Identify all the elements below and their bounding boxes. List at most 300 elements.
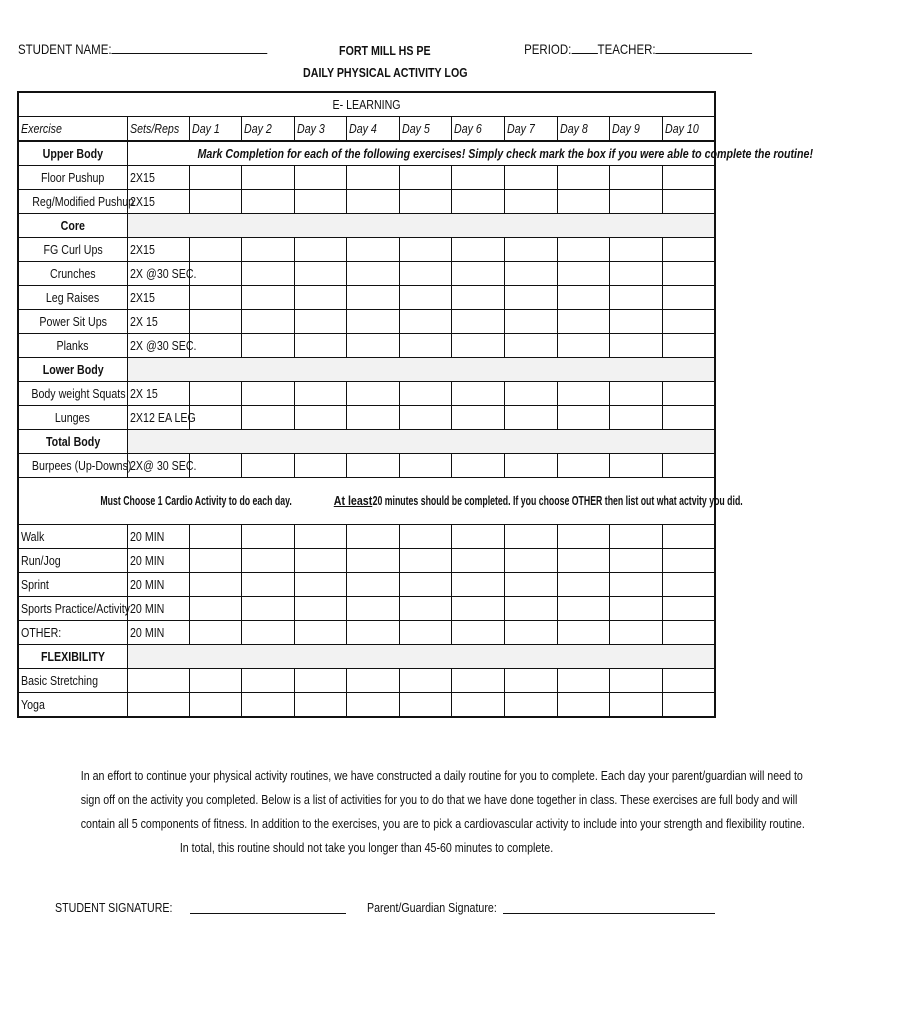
day-checkbox-cell[interactable] <box>189 454 242 478</box>
activity-log-table <box>17 91 813 718</box>
section-label: Upper Body <box>42 145 103 161</box>
day-checkbox-cell[interactable] <box>505 406 558 430</box>
cardio-note-part: Must Choose 1 Cardio Activity to do each day. <box>100 493 292 508</box>
day-checkbox-cell[interactable] <box>347 573 400 597</box>
section-note-cell <box>127 645 715 669</box>
section-row-total_body <box>18 430 715 454</box>
day-checkbox-cell[interactable] <box>294 382 347 406</box>
day-checkbox-cell[interactable] <box>347 549 400 573</box>
day-checkbox-cell[interactable] <box>610 190 663 214</box>
day-checkbox-cell[interactable] <box>294 669 347 693</box>
section-label-cell <box>18 358 127 382</box>
day-checkbox-cell[interactable] <box>662 286 715 310</box>
day-checkbox-cell[interactable] <box>347 262 400 286</box>
column-header <box>505 117 558 142</box>
day-checkbox-cell[interactable] <box>452 693 505 718</box>
day-checkbox-cell[interactable] <box>610 454 663 478</box>
exercise-name: Walk <box>21 528 45 544</box>
day-checkbox-cell[interactable] <box>505 334 558 358</box>
exercise-cell <box>18 597 131 621</box>
instructions-line: In an effort to continue your physical activity routines, we have constructed a daily routine for you to complete. Each day your parent/guardian will need to <box>80 768 803 783</box>
column-header <box>189 117 242 142</box>
day-checkbox-cell[interactable] <box>557 406 610 430</box>
day-checkbox-cell[interactable] <box>399 525 452 549</box>
day-checkbox-cell[interactable] <box>242 382 295 406</box>
day-checkbox-cell[interactable] <box>505 525 558 549</box>
column-header <box>294 117 347 142</box>
day-checkbox-cell[interactable] <box>452 310 505 334</box>
day-checkbox-cell[interactable] <box>662 166 715 190</box>
day-checkbox-cell[interactable] <box>610 597 663 621</box>
day-checkbox-cell[interactable] <box>399 262 452 286</box>
section-label: Lower Body <box>42 361 104 377</box>
day-checkbox-cell[interactable] <box>347 382 400 406</box>
day-checkbox-cell[interactable] <box>505 262 558 286</box>
exercise-cell <box>18 669 127 693</box>
exercise-cell <box>18 573 127 597</box>
table-row <box>18 190 715 214</box>
day-checkbox-cell[interactable] <box>399 310 452 334</box>
sets-reps: 2X15 <box>129 193 155 209</box>
table-row <box>18 525 715 549</box>
table-row <box>18 621 715 645</box>
day-checkbox-cell[interactable] <box>242 406 295 430</box>
section-label-cell <box>18 430 127 454</box>
exercise-cell <box>18 525 127 549</box>
day-checkbox-cell[interactable] <box>242 334 295 358</box>
day-checkbox-cell[interactable] <box>294 334 347 358</box>
day-checkbox-cell[interactable] <box>557 693 610 718</box>
day-checkbox-cell[interactable] <box>294 310 347 334</box>
teacher-label: TEACHER: <box>597 41 656 57</box>
day-checkbox-cell[interactable] <box>610 310 663 334</box>
day-checkbox-cell[interactable] <box>347 621 400 645</box>
day-checkbox-cell[interactable] <box>557 454 610 478</box>
day-checkbox-cell[interactable] <box>505 693 558 718</box>
day-checkbox-cell[interactable] <box>189 573 242 597</box>
day-checkbox-cell[interactable] <box>189 525 242 549</box>
day-checkbox-cell[interactable] <box>662 310 715 334</box>
day-checkbox-cell[interactable] <box>662 549 715 573</box>
day-checkbox-cell[interactable] <box>242 525 295 549</box>
table-row <box>18 382 715 406</box>
exercise-name: Run/Jog <box>21 552 61 568</box>
day-checkbox-cell[interactable] <box>452 286 505 310</box>
sets-reps: 2X15 <box>129 289 155 305</box>
day-checkbox-cell[interactable] <box>505 166 558 190</box>
day-checkbox-cell[interactable] <box>662 525 715 549</box>
parent-signature-line[interactable] <box>503 913 715 914</box>
day-checkbox-cell[interactable] <box>662 382 715 406</box>
day-checkbox-cell[interactable] <box>189 549 242 573</box>
exercise-cell <box>18 693 127 718</box>
day-checkbox-cell[interactable] <box>294 286 347 310</box>
section-row-lower_body <box>18 358 715 382</box>
day-checkbox-cell[interactable] <box>294 406 347 430</box>
day-checkbox-cell[interactable] <box>557 621 610 645</box>
day-checkbox-cell[interactable] <box>505 286 558 310</box>
sets-reps: 20 MIN <box>129 528 164 544</box>
day-checkbox-cell[interactable] <box>662 621 715 645</box>
day-checkbox-cell[interactable] <box>610 334 663 358</box>
day-checkbox-cell[interactable] <box>399 286 452 310</box>
sets-reps-cell <box>127 669 189 693</box>
sets-reps-cell <box>127 549 189 573</box>
column-header-label: Exercise <box>21 120 62 136</box>
column-header-label: Day 2 <box>244 120 272 136</box>
cardio-note-row <box>18 478 715 525</box>
day-checkbox-cell[interactable] <box>452 166 505 190</box>
section-note: Mark Completion for each of the following exercises! Simply check mark the box if you were able to complete the routine! <box>197 145 813 161</box>
day-checkbox-cell[interactable] <box>452 406 505 430</box>
exercise-name: FG Curl Ups <box>43 241 103 257</box>
table-row <box>18 166 715 190</box>
column-header-row <box>18 117 715 142</box>
day-checkbox-cell[interactable] <box>662 669 715 693</box>
instructions-paragraph <box>18 764 805 860</box>
day-checkbox-cell[interactable] <box>294 693 347 718</box>
day-checkbox-cell[interactable] <box>610 669 663 693</box>
cardio-note-cell <box>18 478 743 525</box>
sets-reps: 20 MIN <box>129 576 164 592</box>
day-checkbox-cell[interactable] <box>452 597 505 621</box>
day-checkbox-cell[interactable] <box>189 621 242 645</box>
day-checkbox-cell[interactable] <box>242 597 295 621</box>
day-checkbox-cell[interactable] <box>610 238 663 262</box>
day-checkbox-cell[interactable] <box>294 549 347 573</box>
day-checkbox-cell[interactable] <box>557 334 610 358</box>
section-label: Total Body <box>45 433 100 449</box>
day-checkbox-cell[interactable] <box>662 693 715 718</box>
table-row <box>18 597 715 621</box>
table-title: E- LEARNING <box>332 96 401 112</box>
day-checkbox-cell[interactable] <box>242 573 295 597</box>
day-checkbox-cell[interactable] <box>399 549 452 573</box>
sets-reps: 2X15 <box>129 241 155 257</box>
table-row <box>18 549 715 573</box>
column-header <box>18 117 127 142</box>
day-checkbox-cell[interactable] <box>662 573 715 597</box>
day-checkbox-cell[interactable] <box>294 166 347 190</box>
day-checkbox-cell[interactable] <box>557 597 610 621</box>
day-checkbox-cell[interactable] <box>189 190 242 214</box>
column-header <box>127 117 189 142</box>
day-checkbox-cell[interactable] <box>662 262 715 286</box>
column-header-label: Day 10 <box>664 120 699 136</box>
day-checkbox-cell[interactable] <box>662 454 715 478</box>
day-checkbox-cell[interactable] <box>452 525 505 549</box>
sets-reps-cell <box>127 166 189 190</box>
day-checkbox-cell[interactable] <box>452 238 505 262</box>
day-checkbox-cell[interactable] <box>452 549 505 573</box>
table-row <box>18 669 715 693</box>
day-checkbox-cell[interactable] <box>557 382 610 406</box>
sets-reps: 2X 15 <box>129 385 158 401</box>
exercise-cell <box>18 286 127 310</box>
day-checkbox-cell[interactable] <box>610 262 663 286</box>
day-checkbox-cell[interactable] <box>399 334 452 358</box>
sets-reps-cell <box>127 262 197 286</box>
exercise-cell <box>18 406 127 430</box>
sets-reps: 2X 15 <box>129 313 158 329</box>
day-checkbox-cell[interactable] <box>662 334 715 358</box>
day-checkbox-cell[interactable] <box>294 262 347 286</box>
day-checkbox-cell[interactable] <box>610 573 663 597</box>
day-checkbox-cell[interactable] <box>505 310 558 334</box>
sets-reps: 2X @30 SEC. <box>129 337 197 353</box>
day-checkbox-cell[interactable] <box>189 262 242 286</box>
sets-reps-cell <box>127 597 189 621</box>
column-header <box>662 117 715 142</box>
day-checkbox-cell[interactable] <box>189 334 242 358</box>
cardio-note-emphasis: At least <box>333 493 373 508</box>
day-checkbox-cell[interactable] <box>294 190 347 214</box>
day-checkbox-cell[interactable] <box>662 190 715 214</box>
period-blank[interactable] <box>571 40 597 54</box>
day-checkbox-cell[interactable] <box>557 238 610 262</box>
sets-reps-cell <box>127 310 189 334</box>
sets-reps: 20 MIN <box>129 600 164 616</box>
section-label: FLEXIBILITY <box>40 648 105 664</box>
day-checkbox-cell[interactable] <box>189 382 242 406</box>
day-checkbox-cell[interactable] <box>505 382 558 406</box>
day-checkbox-cell[interactable] <box>242 621 295 645</box>
parent-signature-label: Parent/Guardian Signature: <box>367 900 497 915</box>
sets-reps-cell <box>127 190 189 214</box>
exercise-cell <box>18 382 127 406</box>
day-checkbox-cell[interactable] <box>242 693 295 718</box>
day-checkbox-cell[interactable] <box>242 166 295 190</box>
day-checkbox-cell[interactable] <box>557 166 610 190</box>
column-header-label: Day 9 <box>612 120 641 136</box>
day-checkbox-cell[interactable] <box>347 525 400 549</box>
table-row <box>18 454 715 478</box>
section-note-cell <box>127 141 813 166</box>
column-header <box>610 117 663 142</box>
day-checkbox-cell[interactable] <box>347 693 400 718</box>
day-checkbox-cell[interactable] <box>452 573 505 597</box>
exercise-name: OTHER: <box>21 624 62 640</box>
day-checkbox-cell[interactable] <box>294 573 347 597</box>
day-checkbox-cell[interactable] <box>189 286 242 310</box>
day-checkbox-cell[interactable] <box>505 190 558 214</box>
day-checkbox-cell[interactable] <box>189 693 242 718</box>
exercise-cell <box>18 334 127 358</box>
sets-reps-cell <box>127 693 189 718</box>
day-checkbox-cell[interactable] <box>399 669 452 693</box>
day-checkbox-cell[interactable] <box>505 621 558 645</box>
day-checkbox-cell[interactable] <box>189 406 242 430</box>
day-checkbox-cell[interactable] <box>557 262 610 286</box>
exercise-name: Yoga <box>21 696 45 712</box>
teacher-blank[interactable] <box>655 40 752 54</box>
exercise-name: Planks <box>56 337 89 353</box>
day-checkbox-cell[interactable] <box>557 525 610 549</box>
sets-reps-cell <box>127 621 189 645</box>
day-checkbox-cell[interactable] <box>557 549 610 573</box>
school-name: FORT MILL HS PE <box>339 43 431 58</box>
day-checkbox-cell[interactable] <box>242 310 295 334</box>
day-checkbox-cell[interactable] <box>452 382 505 406</box>
day-checkbox-cell[interactable] <box>505 573 558 597</box>
day-checkbox-cell[interactable] <box>399 573 452 597</box>
day-checkbox-cell[interactable] <box>294 525 347 549</box>
instructions-line: contain all 5 components of fitness. In addition to the exercises, you are to pick a cardiovascular activity to include into your strength and flexibility routine. <box>80 816 805 831</box>
table-title-cell <box>18 92 715 117</box>
day-checkbox-cell[interactable] <box>557 669 610 693</box>
table-row <box>18 262 715 286</box>
day-checkbox-cell[interactable] <box>189 669 242 693</box>
day-checkbox-cell[interactable] <box>610 693 663 718</box>
column-header <box>242 117 295 142</box>
exercise-name: Sports Practice/Activity <box>21 600 131 616</box>
day-checkbox-cell[interactable] <box>347 454 400 478</box>
day-checkbox-cell[interactable] <box>294 238 347 262</box>
day-checkbox-cell[interactable] <box>452 669 505 693</box>
day-checkbox-cell[interactable] <box>189 310 242 334</box>
column-header <box>557 117 610 142</box>
exercise-cell <box>18 238 127 262</box>
day-checkbox-cell[interactable] <box>399 406 452 430</box>
day-checkbox-cell[interactable] <box>452 454 505 478</box>
period-label: PERIOD: <box>523 41 571 57</box>
day-checkbox-cell[interactable] <box>505 549 558 573</box>
sets-reps: 2X12 EA LEG <box>129 409 196 425</box>
day-checkbox-cell[interactable] <box>399 382 452 406</box>
exercise-cell <box>18 549 127 573</box>
day-checkbox-cell[interactable] <box>505 669 558 693</box>
day-checkbox-cell[interactable] <box>294 621 347 645</box>
day-checkbox-cell[interactable] <box>242 454 295 478</box>
student-name-label: STUDENT NAME: <box>18 41 112 57</box>
exercise-cell <box>18 166 127 190</box>
day-checkbox-cell[interactable] <box>347 406 400 430</box>
day-checkbox-cell[interactable] <box>399 238 452 262</box>
instructions-line: sign off on the activity you completed. Below is a list of activities for you to do that we have done together in class. These exercises are full body and will <box>80 792 798 807</box>
cardio-note-part: 20 minutes should be completed. If you choose OTHER then list out what actvity you did. <box>372 493 743 508</box>
sets-reps: 2X @30 SEC. <box>129 265 197 281</box>
day-checkbox-cell[interactable] <box>347 238 400 262</box>
exercise-name: Lunges <box>55 409 91 425</box>
day-checkbox-cell[interactable] <box>347 190 400 214</box>
sets-reps: 20 MIN <box>129 552 164 568</box>
section-note-cell <box>127 358 715 382</box>
day-checkbox-cell[interactable] <box>347 310 400 334</box>
day-checkbox-cell[interactable] <box>189 238 242 262</box>
sets-reps-cell <box>127 238 189 262</box>
day-checkbox-cell[interactable] <box>189 597 242 621</box>
section-row-core <box>18 214 715 238</box>
column-header-label: Day 5 <box>401 120 430 136</box>
column-header-label: Day 8 <box>559 120 588 136</box>
log-title: DAILY PHYSICAL ACTIVITY LOG <box>302 65 468 80</box>
day-checkbox-cell[interactable] <box>505 454 558 478</box>
day-checkbox-cell[interactable] <box>242 549 295 573</box>
day-checkbox-cell[interactable] <box>452 334 505 358</box>
student-signature-line[interactable] <box>190 913 346 914</box>
day-checkbox-cell[interactable] <box>610 621 663 645</box>
day-checkbox-cell[interactable] <box>662 238 715 262</box>
day-checkbox-cell[interactable] <box>452 190 505 214</box>
sets-reps-cell <box>127 525 189 549</box>
day-checkbox-cell[interactable] <box>557 286 610 310</box>
day-checkbox-cell[interactable] <box>557 190 610 214</box>
column-header-label: Day 6 <box>454 120 483 136</box>
day-checkbox-cell[interactable] <box>662 597 715 621</box>
sets-reps-cell <box>127 286 189 310</box>
exercise-name: Sprint <box>21 576 49 592</box>
section-note-cell <box>127 430 715 454</box>
day-checkbox-cell[interactable] <box>505 238 558 262</box>
table-row <box>18 573 715 597</box>
day-checkbox-cell[interactable] <box>399 454 452 478</box>
column-header <box>452 117 505 142</box>
day-checkbox-cell[interactable] <box>347 286 400 310</box>
sets-reps: 20 MIN <box>129 624 164 640</box>
day-checkbox-cell[interactable] <box>242 262 295 286</box>
instructions-line: In total, this routine should not take you longer than 45-60 minutes to complete. <box>179 840 554 855</box>
day-checkbox-cell[interactable] <box>399 597 452 621</box>
day-checkbox-cell[interactable] <box>610 166 663 190</box>
day-checkbox-cell[interactable] <box>557 310 610 334</box>
day-checkbox-cell[interactable] <box>557 573 610 597</box>
day-checkbox-cell[interactable] <box>610 549 663 573</box>
exercise-name: Reg/Modified Pushup <box>32 193 135 209</box>
sets-reps-cell <box>127 454 197 478</box>
period-teacher-field <box>474 40 752 57</box>
day-checkbox-cell[interactable] <box>610 286 663 310</box>
day-checkbox-cell[interactable] <box>189 166 242 190</box>
day-checkbox-cell[interactable] <box>347 166 400 190</box>
day-checkbox-cell[interactable] <box>452 621 505 645</box>
section-label-cell <box>18 645 127 669</box>
exercise-name: Power Sit Ups <box>38 313 107 329</box>
cardio-note <box>100 490 823 512</box>
column-header-label: Day 3 <box>296 120 325 136</box>
day-checkbox-cell[interactable] <box>242 238 295 262</box>
exercise-cell <box>18 262 127 286</box>
day-checkbox-cell[interactable] <box>347 597 400 621</box>
day-checkbox-cell[interactable] <box>399 166 452 190</box>
sets-reps: 2X@ 30 SEC. <box>129 457 197 473</box>
day-checkbox-cell[interactable] <box>505 597 558 621</box>
day-checkbox-cell[interactable] <box>610 406 663 430</box>
day-checkbox-cell[interactable] <box>399 693 452 718</box>
exercise-cell <box>18 190 135 214</box>
day-checkbox-cell[interactable] <box>242 669 295 693</box>
table-row <box>18 693 715 718</box>
day-checkbox-cell[interactable] <box>294 597 347 621</box>
day-checkbox-cell[interactable] <box>610 382 663 406</box>
day-checkbox-cell[interactable] <box>242 286 295 310</box>
day-checkbox-cell[interactable] <box>399 621 452 645</box>
day-checkbox-cell[interactable] <box>242 190 295 214</box>
section-row-flexibility <box>18 645 715 669</box>
day-checkbox-cell[interactable] <box>662 406 715 430</box>
day-checkbox-cell[interactable] <box>610 525 663 549</box>
day-checkbox-cell[interactable] <box>294 454 347 478</box>
day-checkbox-cell[interactable] <box>452 262 505 286</box>
exercise-name: Basic Stretching <box>21 672 99 688</box>
table-row <box>18 334 715 358</box>
column-header-label: Day 7 <box>507 120 535 136</box>
table-row <box>18 406 715 430</box>
day-checkbox-cell[interactable] <box>399 190 452 214</box>
exercise-name: Body weight Squats <box>31 385 126 401</box>
day-checkbox-cell[interactable] <box>347 334 400 358</box>
day-checkbox-cell[interactable] <box>347 669 400 693</box>
column-header <box>399 117 452 142</box>
